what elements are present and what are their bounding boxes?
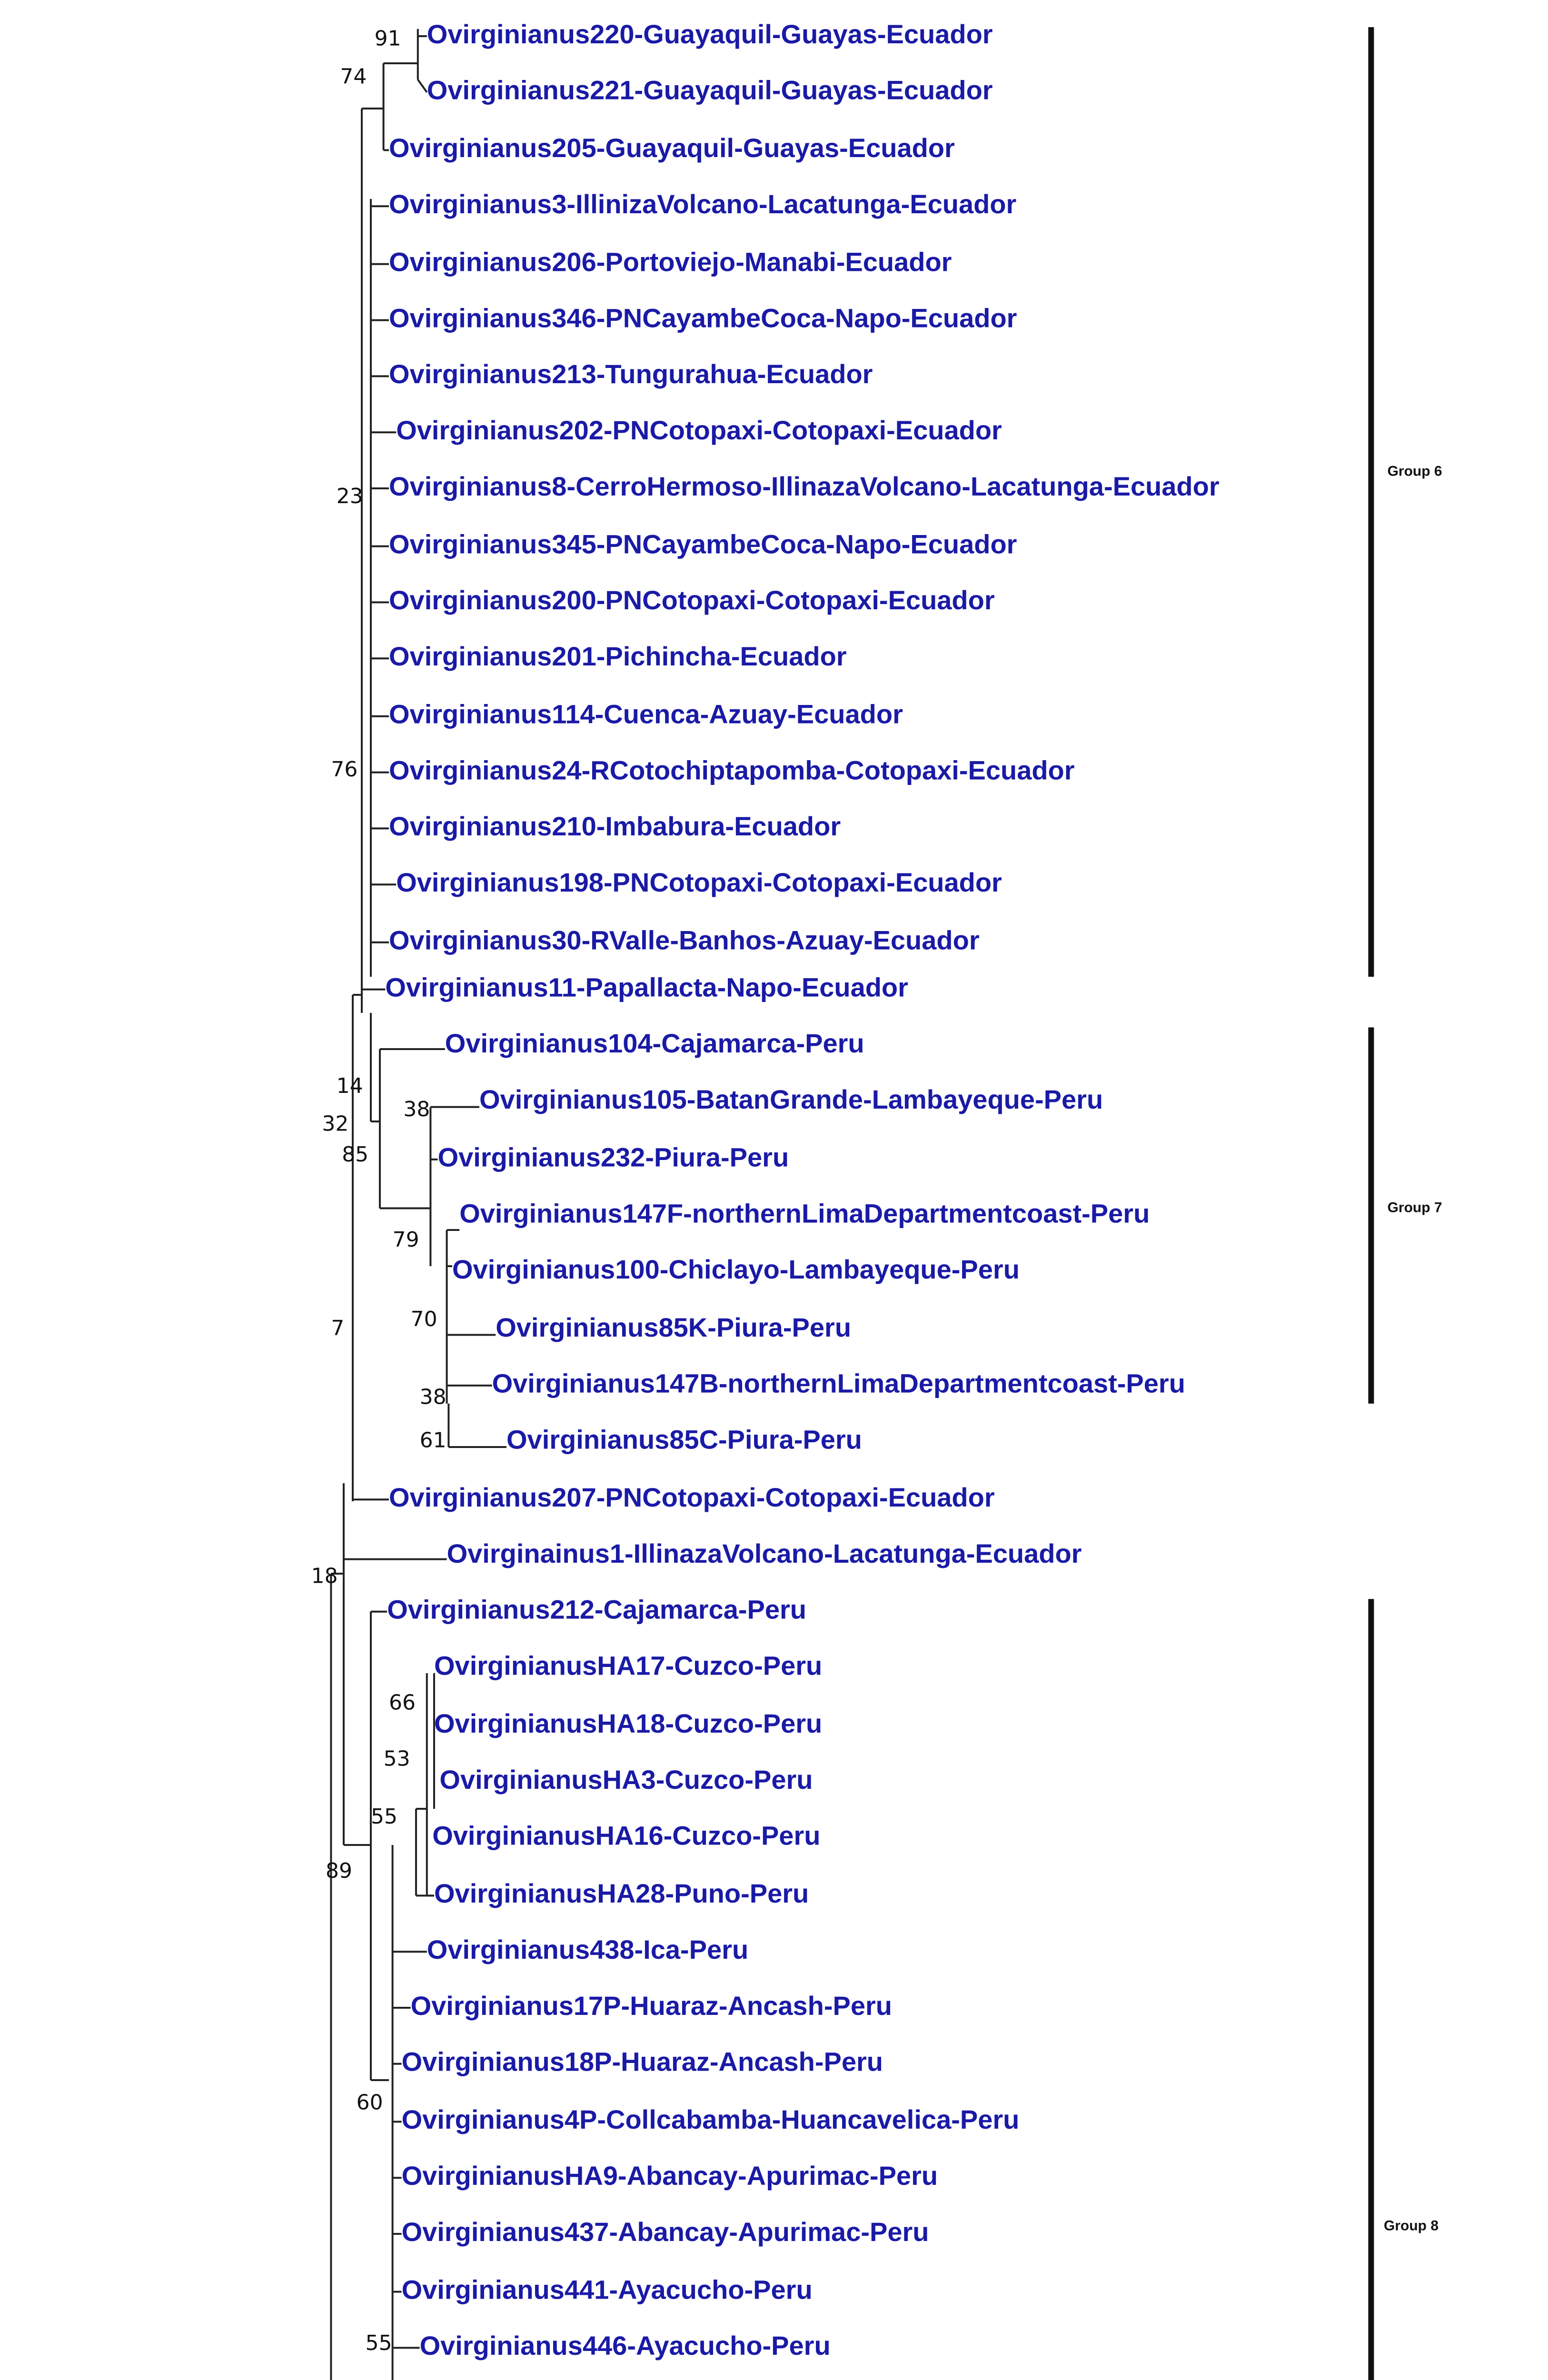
taxon-label: Ovirginianus232-Piura-Peru <box>437 1142 789 1172</box>
taxon-label: Ovirginianus85C-Piura-Peru <box>506 1424 862 1455</box>
support-value: 60 <box>356 2090 383 2115</box>
taxon-label: Ovirginainus1-IllinazaVolcano-Lacatunga-Ecuador <box>447 1538 1082 1568</box>
support-value: 53 <box>383 1746 410 1771</box>
taxon-label: Ovirginianus441-Ayacucho-Peru <box>401 2274 813 2305</box>
support-value: 85 <box>342 1142 369 1167</box>
taxon-label: Ovirginianus85K-Piura-Peru <box>496 1312 852 1342</box>
support-value: 7 <box>331 1316 345 1340</box>
taxon-label: OvirginianusHA9-Abancay-Apurimac-Peru <box>401 2160 938 2191</box>
taxon-label: Ovirginianus201-Pichincha-Ecuador <box>389 641 847 671</box>
group-labels <box>1384 464 1442 2234</box>
taxon-label: OvirginianusHA3-Cuzco-Peru <box>439 1764 813 1795</box>
support-value: 38 <box>419 1385 447 1409</box>
taxon-label: Ovirginianus114-Cuenca-Azuay-Ecuador <box>389 699 903 729</box>
taxon-label: Ovirginianus198-PNCotopaxi-Cotopaxi-Ecuador <box>396 867 1002 897</box>
taxon-label: Ovirginianus147B-northernLimaDepartmentcoast-Peru <box>492 1368 1185 1398</box>
support-value: 66 <box>389 1690 416 1715</box>
group-label: Group 6 <box>1387 463 1442 479</box>
taxon-label: Ovirginianus105-BatanGrande-Lambayeque-Peru <box>479 1084 1103 1114</box>
support-value: 14 <box>336 1073 363 1098</box>
taxon-label: Ovirginianus212-Cajamarca-Peru <box>387 1594 807 1625</box>
taxon-label: Ovirginianus18P-Huaraz-Ancash-Peru <box>401 2046 883 2077</box>
taxon-label: Ovirginianus205-Guayaquil-Guayas-Ecuador <box>389 133 955 163</box>
taxon-label: Ovirginianus206-Portoviejo-Manabi-Ecuador <box>389 247 952 277</box>
support-value: 55 <box>371 1805 397 1829</box>
support-value: 38 <box>403 1097 430 1122</box>
taxon-label: Ovirginianus4P-Collcabamba-Huancavelica-Peru <box>401 2104 1020 2135</box>
taxon-labels <box>385 19 1219 2380</box>
support-value: 79 <box>392 1227 419 1252</box>
taxon-label: Ovirginianus104-Cajamarca-Peru <box>445 1028 864 1059</box>
support-value: 76 <box>331 757 358 782</box>
taxon-label: Ovirginianus100-Chiclayo-Lambayeque-Peru <box>452 1254 1020 1285</box>
support-value: 23 <box>336 484 363 508</box>
taxon-label: Ovirginianus438-Ica-Peru <box>427 1934 749 1964</box>
taxon-label: Ovirginianus220-Guayaquil-Guayas-Ecuador <box>427 19 993 49</box>
taxon-label: Ovirginianus446-Ayacucho-Peru <box>419 2330 831 2361</box>
group-label: Group 8 <box>1384 2218 1439 2234</box>
taxon-label: Ovirginianus207-PNCotopaxi-Cotopaxi-Ecuador <box>389 1482 995 1512</box>
taxon-label: OvirginianusHA28-Puno-Peru <box>434 1878 809 1909</box>
taxon-label: Ovirginianus147F-northernLimaDepartmentcoast-Peru <box>459 1198 1150 1229</box>
taxon-label: OvirginianusHA16-Cuzco-Peru <box>432 1820 821 1851</box>
taxon-label: Ovirginianus210-Imbabura-Ecuador <box>389 811 841 842</box>
taxon-label: OvirginianusHA17-Cuzco-Peru <box>434 1650 823 1681</box>
taxon-label: Ovirginianus345-PNCayambeCoca-Napo-Ecuador <box>389 529 1017 559</box>
support-value: 89 <box>326 1859 352 1883</box>
support-value: 74 <box>340 64 367 89</box>
taxon-label: Ovirginianus200-PNCotopaxi-Cotopaxi-Ecuador <box>389 585 995 615</box>
taxon-label: Ovirginianus17P-Huaraz-Ancash-Peru <box>410 1990 892 2021</box>
taxon-label: OvirginianusHA18-Cuzco-Peru <box>434 1708 823 1738</box>
taxon-label: Ovirginianus30-RValle-Banhos-Azuay-Ecuador <box>389 925 980 955</box>
taxon-label: Ovirginianus8-CerroHermoso-IllinazaVolcano-Lacatunga-Ecuador <box>389 471 1220 501</box>
support-value: 18 <box>311 1564 338 1588</box>
taxon-label: Ovirginianus3-IllinizaVolcano-Lacatunga-Ecuador <box>389 188 1017 219</box>
taxon-label: Ovirginianus221-Guayaquil-Guayas-Ecuador <box>427 75 993 105</box>
taxon-label: Ovirginianus437-Abancay-Apurimac-Peru <box>401 2216 929 2247</box>
taxon-label: Ovirginianus24-RCotochiptapomba-Cotopaxi-Ecuador <box>389 755 1075 785</box>
support-value: 70 <box>410 1307 437 1331</box>
taxon-label: Ovirginianus346-PNCayambeCoca-Napo-Ecuador <box>389 303 1017 333</box>
tree-branch <box>418 79 427 92</box>
support-value: 55 <box>365 2330 392 2355</box>
support-value: 32 <box>322 1111 349 1136</box>
taxon-label: Ovirginianus213-Tungurahua-Ecuador <box>389 359 873 389</box>
taxon-label: Ovirginianus11-Papallacta-Napo-Ecuador <box>385 972 908 1002</box>
support-value: 91 <box>374 26 401 51</box>
taxon-label: Ovirginianus202-PNCotopaxi-Cotopaxi-Ecuador <box>396 415 1002 445</box>
group-label: Group 7 <box>1387 1200 1442 1216</box>
support-value: 61 <box>419 1428 447 1453</box>
